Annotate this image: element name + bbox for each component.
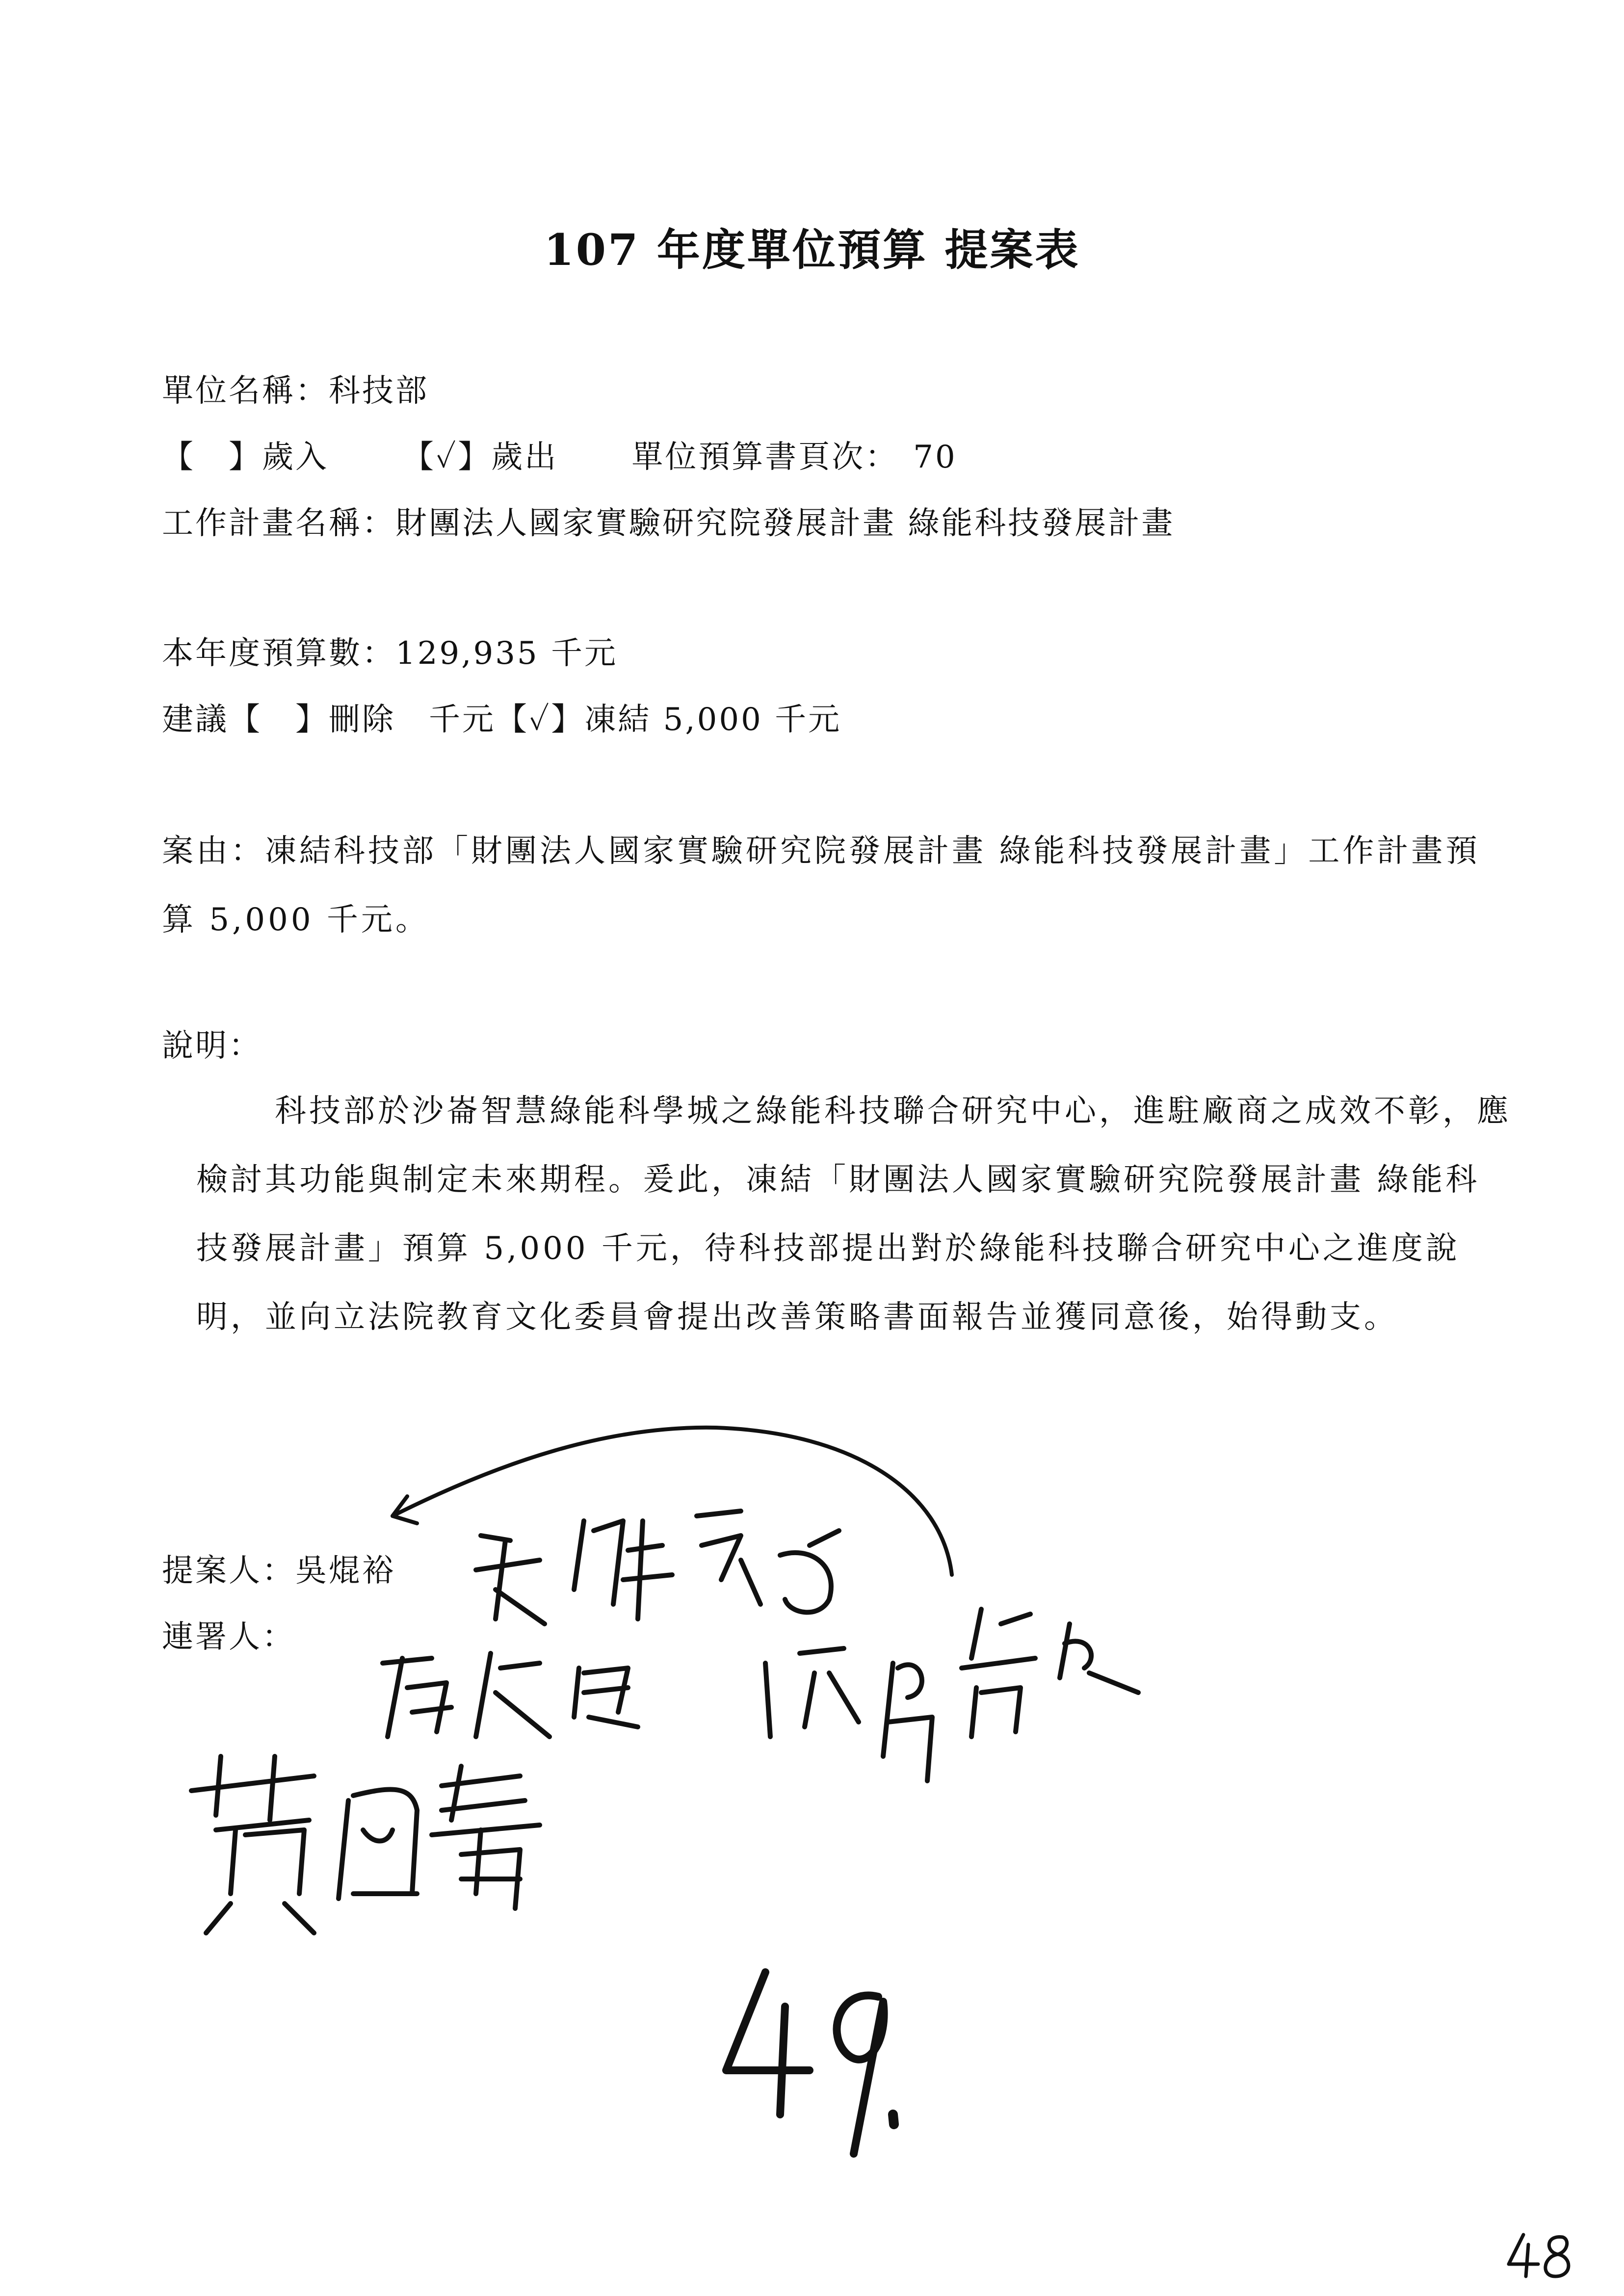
- page-number: [1501, 2227, 1580, 2281]
- signature-cosigner-2: [746, 1594, 1187, 1800]
- freeze-checkbox: 【✓】: [496, 702, 585, 738]
- signature-cosigner-3: [186, 1747, 589, 1953]
- expense-checkbox: 【✓】: [402, 439, 492, 475]
- revenue-expense-row: [162, 432, 957, 477]
- signature-cosigner-1: [373, 1639, 667, 1756]
- suggestion-label: 建議: [162, 702, 229, 738]
- delete-checkbox: 【 】: [229, 702, 329, 738]
- cosigner-label: 連署人：: [162, 1619, 295, 1655]
- proposer-label: 提案人：吳焜裕: [162, 1553, 395, 1589]
- page-ref-label: 單位預算書頁次：: [631, 439, 899, 475]
- explanation-text: 科技部於沙崙智慧綠能科學城之綠能科技聯合研究中心，進駐廠商之成效不彰，應檢討其功能與制定未來期程。爰此，凍結「財團法人國家實驗研究院發展計畫 綠能科技發展計畫」預算 5,000 千元，待科技部提出對於綠能科技聯合研究中心之進度說明，並向立法院教育文化委員會提出改善策略書面報告並獲同意後，始得動支。: [196, 1093, 1511, 1335]
- page-title: 107 年度單位預算 提案表: [544, 224, 1080, 275]
- explanation-label: 說明：: [162, 1028, 262, 1064]
- case-text: 案由：凍結科技部「財團法人國家實驗研究院發展計畫 綠能科技發展計畫」工作計畫預算 5,000 千元。: [162, 833, 1480, 938]
- handwritten-number: [711, 1957, 917, 2183]
- expense-label: 歲出: [491, 439, 558, 475]
- unit-name: 單位名稱：科技部: [162, 373, 429, 409]
- revenue-label: 歲入: [262, 439, 329, 475]
- suggestion-row: [162, 694, 841, 739]
- project-name: 工作計畫名稱：財團法人國家實驗研究院發展計畫 綠能科技發展計畫: [162, 505, 1175, 542]
- freeze-text: 凍結 5,000 千元: [584, 702, 842, 738]
- page-ref-value: 70: [913, 439, 957, 475]
- budget-amount: 本年度預算數：129,935 千元: [162, 635, 618, 672]
- revenue-checkbox: 【 】: [162, 439, 262, 475]
- explanation-paragraph: [196, 1077, 1511, 1352]
- delete-text: 刪除 千元: [329, 702, 496, 738]
